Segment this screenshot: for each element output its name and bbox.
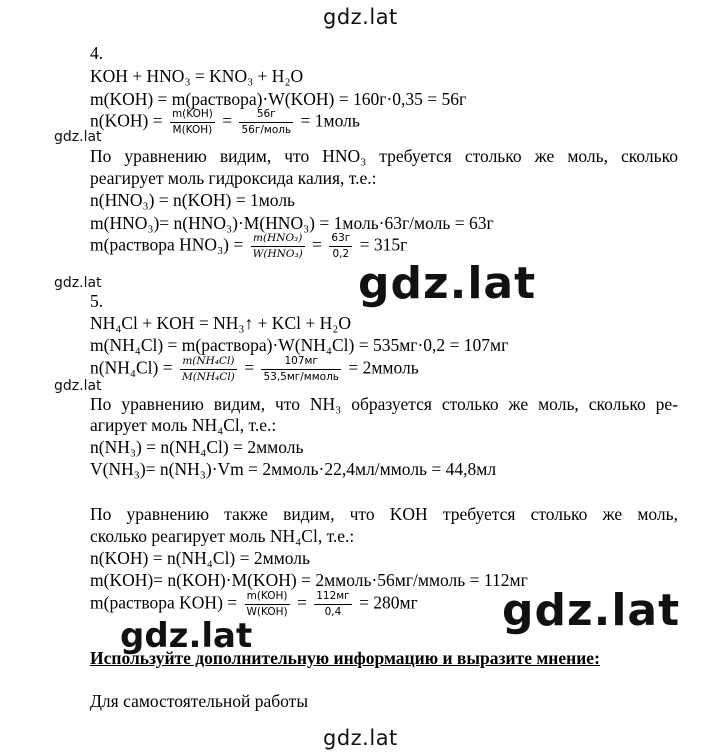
task-5-explanation2-line-2: сколько реагирует моль NH₄Cl, т.е.: [90,526,355,546]
fraction-denominator [251,247,305,261]
fraction-numerator: m(KOH) [245,590,290,605]
formula-lhs: n(NH₄Cl) = [90,357,173,378]
equals-sign: = [312,234,323,255]
fraction-numerator-text: m(NH₄Cl) [182,355,235,367]
equals-sign: = [222,110,233,131]
task-5-moles-koh: n(KOH) = n(NH₄Cl) = 2ммоль [90,548,311,568]
task-5-moles-nh3: n(NH₃) = n(NH₄Cl) = 2ммоль [90,437,304,457]
task-5-mass-koh: m(KOH)= n(KOH)·M(KOH) = 2ммоль·56мг/ммоль = 112мг [90,570,528,590]
fraction-m-over-W [251,232,305,261]
task-5-explanation-line-2: агирует моль NH₄Cl, т.е.: [90,415,277,435]
fraction-denominator: 56г/моль [241,124,292,136]
watermark-medium-left: gdz.lat [120,616,253,656]
fraction-numerator [180,355,237,370]
fraction-numerator-text: m(HNO₃) [253,232,303,244]
watermark-small-2: gdz.lat [54,275,102,291]
fraction-values [329,232,352,261]
fraction-denominator-text: M(NH₄Cl) [181,371,235,383]
task-5-mass-nh4cl: m(NH₄Cl) = m(раствора)·W(NH₄Cl) = 535мг·0,2 = 107мг [90,335,509,355]
fraction-denominator: 53,5мг/ммоль [263,371,339,383]
task-5-volume-nh3: V(NH₃)= n(NH₃)·Vm = 2ммоль·22,4мл/ммоль = 44,8мл [90,459,497,479]
fraction-denominator [180,370,237,384]
watermark-small-3: gdz.lat [54,378,102,394]
formula-result: = 315г [359,234,408,255]
watermark-large-center: gdz.lat [358,258,537,309]
task-4-mass-solution [90,232,407,261]
task-4-explanation-line-2: реагирует моль гидроксида калия, т.е.: [90,168,377,188]
task-4-explanation-line-1: По уравнению видим, что HNO₃ требуется столько же моль, сколько [90,146,678,166]
formula-result: = 280мг [359,592,418,613]
task-4-equation: KOH + HNO₃ = KNO₃ + H₂O [90,66,304,86]
task-4-number: 4. [90,43,104,63]
fraction-values [261,355,341,384]
fraction-numerator: 107мг [261,355,341,370]
section-heading: Используйте дополнительную информацию и выразите мнение: [90,648,600,668]
fraction-values [314,590,351,619]
formula-lhs: n(KOH) = [90,110,163,131]
task-5-equation: NH₄Cl + KOH = NH₃↑ + KCl + H₂O [90,313,351,333]
formula-result: = 1моль [300,110,360,131]
fraction-m-over-M [170,108,215,137]
fraction-denominator: W(KOH) [246,606,288,618]
equals-sign: = [296,592,307,613]
formula-lhs: m(раствора HNO₃) = [90,234,244,255]
task-4-mass-koh: m(KOH) = m(раствора)·W(KOH) = 160г·0,35 = 56г [90,89,467,109]
fraction-denominator: 0,4 [324,606,342,618]
task-5-mass-solution-koh [90,590,418,619]
formula-result: = 2ммоль [348,357,419,378]
watermark-small-1: gdz.lat [54,129,102,145]
formula-lhs: m(раствора KOH) = [90,592,238,613]
fraction-numerator: 56г [239,108,293,123]
fraction-m-over-W [245,590,290,619]
task-4-moles-koh [90,108,360,137]
task-5-number: 5. [90,291,104,311]
fraction-numerator: m(KOH) [170,108,215,123]
fraction-denominator: M(KOH) [172,124,213,136]
task-5-moles-nh4cl [90,355,419,384]
fraction-denominator-text: W(HNO₃) [252,248,303,260]
self-work-label: Для самостоятельной работы [90,691,309,711]
task-5-explanation-line-1: По уравнению видим, что NH₃ образуется столько же моль, сколько ре- [90,394,678,414]
fraction-numerator: 63г [329,232,352,247]
watermark-bottom: gdz.lat [323,726,398,750]
watermark-large-right: gdz.lat [502,585,681,636]
fraction-m-over-M [180,355,237,384]
equals-sign: = [244,357,255,378]
fraction-denominator: 0,2 [332,248,350,260]
fraction-values [239,108,293,137]
task-5-explanation2-line-1: По уравнению также видим, что KOH требуется столько же моль, [90,504,678,524]
fraction-numerator [251,232,305,247]
task-4-mass-hno3: m(HNO₃)= n(HNO₃)·M(HNO₃) = 1моль·63г/моль = 63г [90,213,494,233]
watermark-top: gdz.lat [323,5,398,29]
fraction-numerator: 112мг [314,590,351,605]
task-4-moles-hno3: n(HNO₃) = n(KOH) = 1моль [90,190,296,210]
